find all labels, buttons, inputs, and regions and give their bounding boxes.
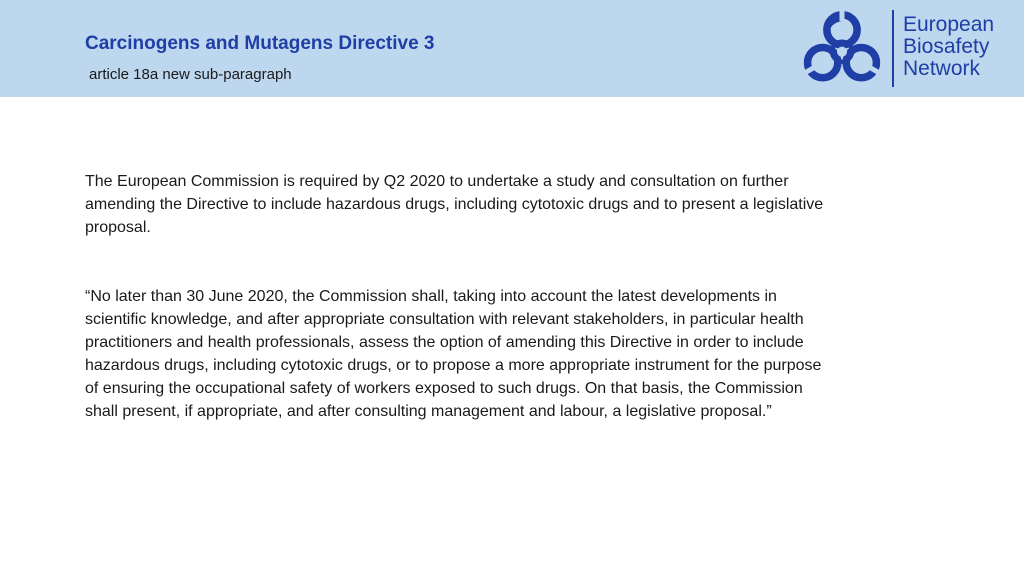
quoted-article-text: “No later than 30 June 2020, the Commission shall, taking into account the latest developments in scientific knowledge, and after appropriate consultation with relevant stakeholders, in particular health practitioners and health professionals, assess the option of amending this Directive in order to include hazardous drugs, including cytotoxic drugs, or to propose a more appropriate instrument for the purpose of ensuring the occupational safety of workers exposed to such drugs. On that basis, the Commission shall present, if appropriate, and after consulting management and labour, a legislative proposal.” <box>85 288 822 420</box>
logo-line-2: Biosafety <box>903 35 990 58</box>
header-banner <box>0 0 1024 97</box>
biohazard-icon <box>800 8 884 92</box>
logo-line-3: Network <box>903 57 981 80</box>
organization-name <box>903 14 994 80</box>
logo-line-1: European <box>903 13 995 36</box>
logo-divider <box>892 10 894 87</box>
intro-paragraph: The European Commission is required by Q2 2020 to undertake a study and consultation on further amending the Directive to include hazardous drugs, including cytotoxic drugs and to present a legislative proposal. <box>85 173 824 236</box>
slide-subtitle: article 18a new sub-paragraph <box>89 66 292 83</box>
slide-title: Carcinogens and Mutagens Directive 3 <box>85 33 435 54</box>
